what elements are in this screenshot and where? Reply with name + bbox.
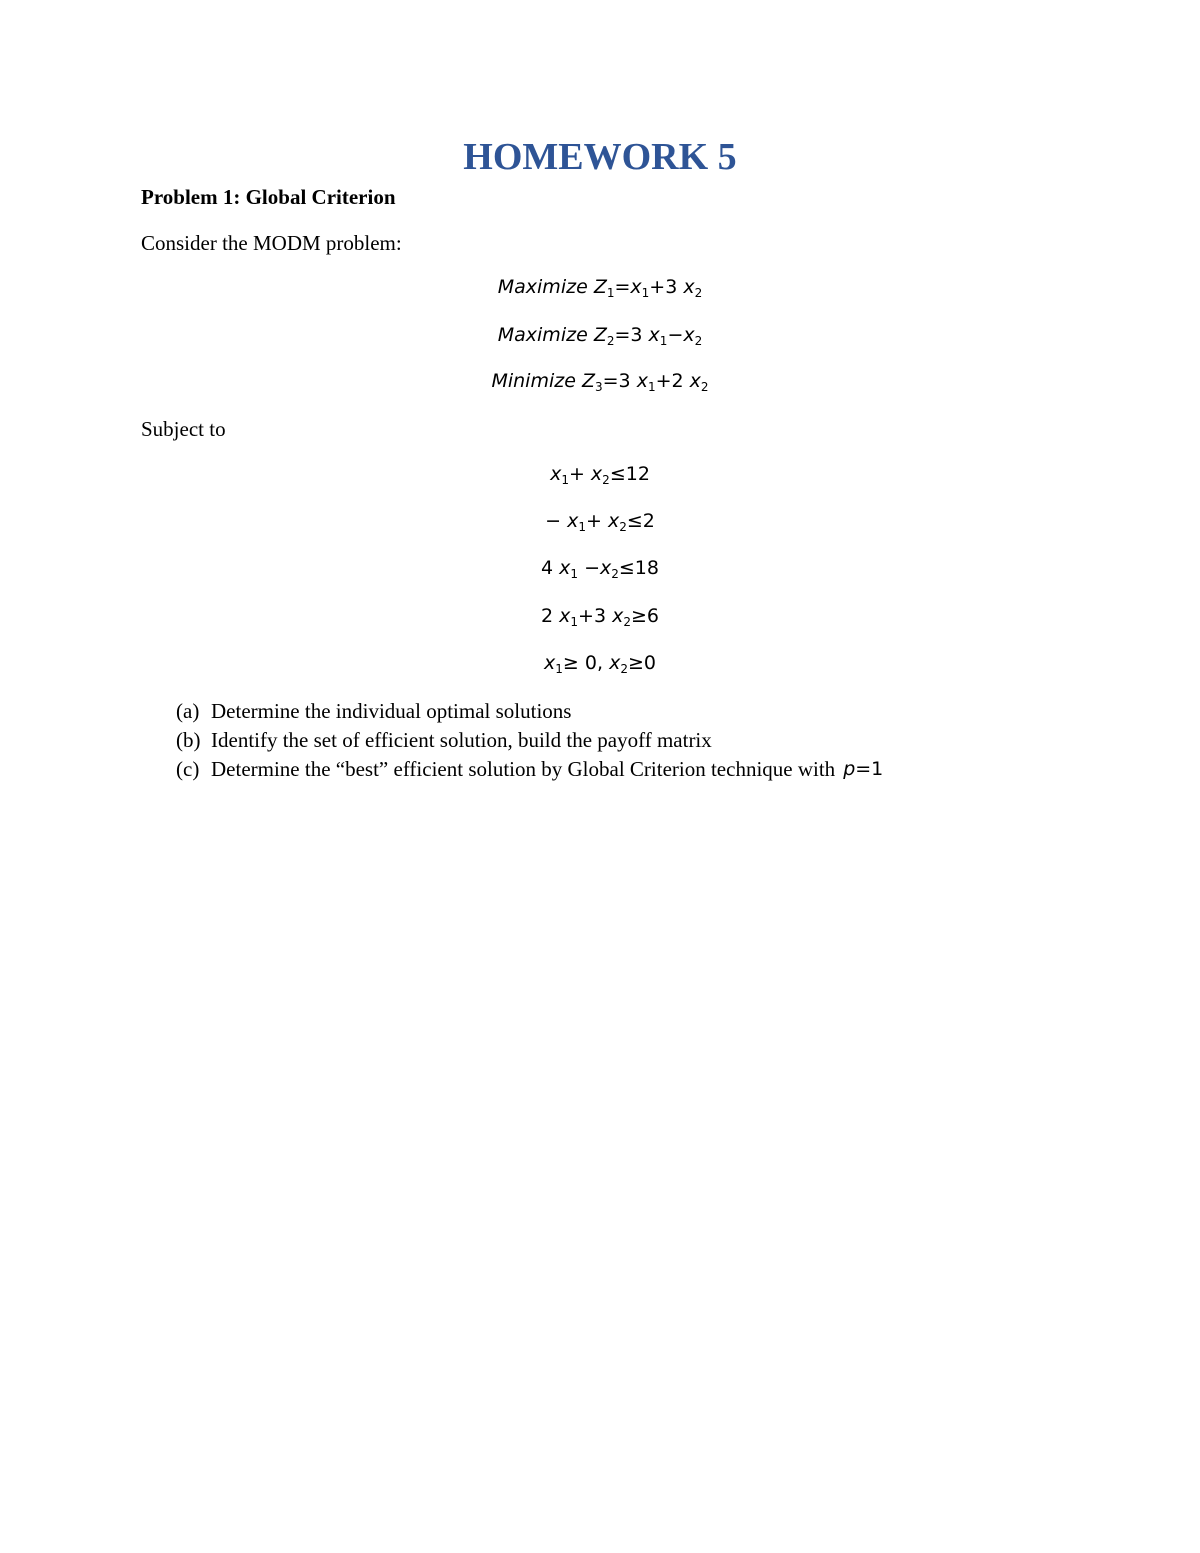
list-item [176,755,883,784]
math-subscript: 1 [647,380,656,394]
objective-equation [0,367,1200,395]
math-subscript: 1 [555,662,563,676]
math-variable: x [609,652,621,674]
math-variable: x [544,652,556,674]
math-variable: x [630,276,642,298]
p-equation [843,755,883,784]
math-variable: x [607,510,620,532]
math-subscript: 1 [578,520,586,534]
math-text: ≤18 [618,557,659,579]
list-item [176,726,883,755]
math-subscript: 2 [611,567,619,581]
math-variable: x [567,510,579,532]
math-variable: Z [593,324,607,346]
math-subscript: 2 [602,473,610,487]
math-subscript: 2 [623,615,631,629]
objective-equation [0,273,1200,301]
constraint-equation [0,507,1200,535]
math-subscript: 1 [570,567,579,581]
math-variable: x [689,370,701,392]
math-variable: x [612,605,624,627]
math-variable: x [590,463,603,485]
constraint-equation [0,554,1200,582]
math-variable: x [550,463,562,485]
objective-label: Minimize [491,370,582,392]
intro-text: Consider the MODM problem: [141,231,402,255]
p-var: p [843,758,856,780]
math-subscript: 1 [659,334,668,348]
math-variable: Z [593,276,607,298]
page-title: HOMEWORK 5 [463,136,737,178]
objective-label: Maximize [497,276,594,298]
math-text: ≥6 [630,605,659,627]
math-text: − [667,324,684,346]
math-variable: x [648,324,660,346]
math-subscript: 2 [620,662,628,676]
math-subscript: 2 [694,286,703,300]
math-text: − [578,557,600,579]
task-list [176,697,883,784]
constraint-equation [0,649,1200,677]
math-text: =3 [602,370,637,392]
math-text: ≥0 [627,652,656,674]
math-variable: x [636,370,648,392]
list-item [176,697,883,726]
p-value: =1 [855,758,884,780]
math-subscript: 3 [594,380,603,394]
math-subscript: 2 [694,334,703,348]
math-text: ≥ 0, [562,652,610,674]
task-marker: (a) [176,699,200,723]
subject-to-text: Subject to [141,417,226,441]
constraint-equation [0,602,1200,630]
math-variable: x [600,557,612,579]
task-marker: (b) [176,728,201,752]
math-subscript: 2 [700,380,709,394]
math-text: − [545,510,568,532]
math-variable: x [559,557,571,579]
task-text: Determine the “best” efficient solution by Global Criterion technique with [211,757,836,781]
task-text: Determine the individual optimal solutions [211,699,572,723]
objective-label: Maximize [497,324,594,346]
math-text: =3 [614,324,649,346]
math-text: 2 [541,605,560,627]
math-text: +3 [578,605,613,627]
math-variable: x [683,324,695,346]
task-marker: (c) [176,757,200,781]
math-subscript: 1 [606,286,615,300]
math-subscript: 1 [641,286,650,300]
math-subscript: 1 [570,615,579,629]
objective-equation [0,321,1200,349]
math-text: + [585,510,608,532]
math-subscript: 1 [561,473,569,487]
math-variable: x [559,605,571,627]
math-text: + [568,463,591,485]
math-text: 4 [541,557,560,579]
math-text: = [614,276,631,298]
task-text: Identify the set of efficient solution, build the payoff matrix [211,728,712,752]
problem-heading: Problem 1: Global Criterion [141,185,396,209]
math-text: +3 [649,276,684,298]
math-text: ≤2 [626,510,655,532]
math-variable: Z [581,370,595,392]
math-variable: x [683,276,695,298]
math-text: ≤12 [609,463,650,485]
math-subscript: 2 [606,334,615,348]
math-subscript: 2 [619,520,627,534]
constraint-equation [0,460,1200,488]
math-text: +2 [655,370,690,392]
